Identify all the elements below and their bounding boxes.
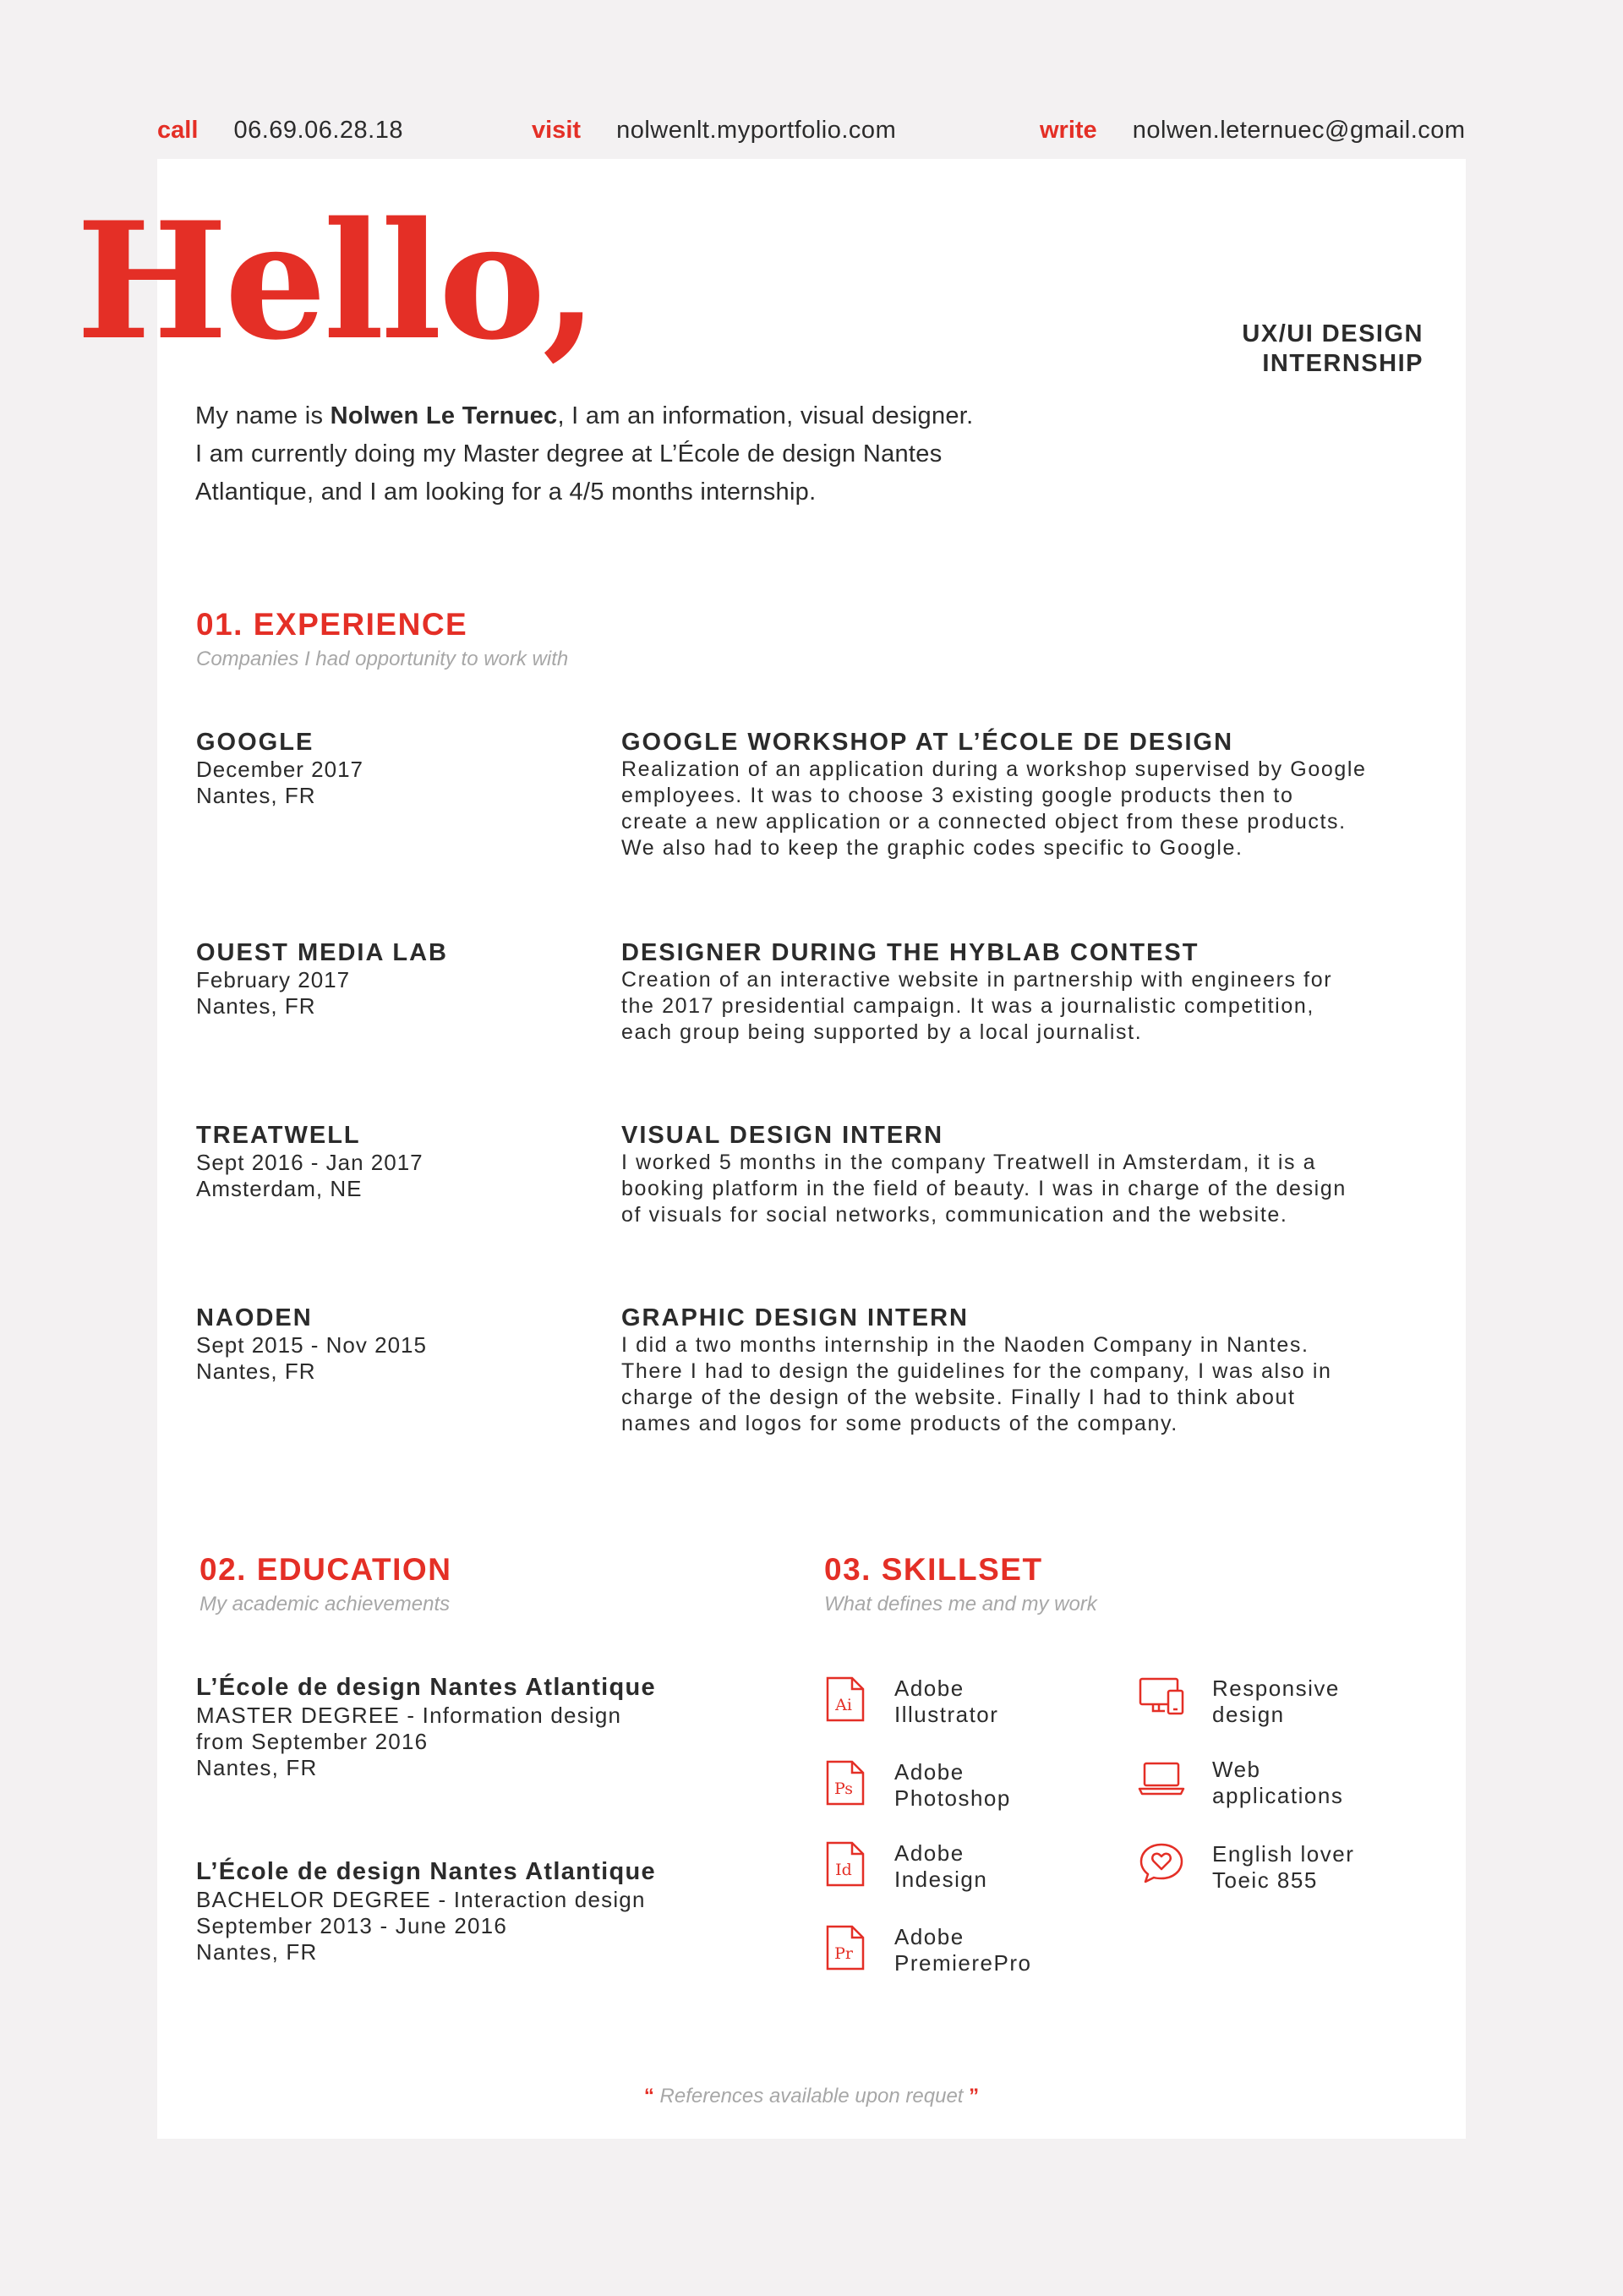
photoshop-file-icon <box>825 1759 866 1807</box>
role-line-2: INTERNSHIP <box>1262 350 1424 377</box>
skill-label <box>1212 1676 1340 1728</box>
job-title: GRAPHIC DESIGN INTERN <box>621 1304 969 1331</box>
file-abbr: Ps <box>833 1779 854 1798</box>
file-abbr: Pr <box>834 1944 853 1963</box>
skill-label <box>1212 1841 1354 1894</box>
file-abbr: Id <box>835 1861 852 1879</box>
period: September 2013 - June 2016 <box>196 1913 507 1938</box>
degree: BACHELOR DEGREE - Interaction design <box>196 1887 646 1912</box>
contact-call <box>157 117 403 145</box>
job-info <box>196 1121 585 1202</box>
intro-suffix: , I am an information, visual designer. <box>557 402 974 429</box>
skill-label <box>894 1924 1031 1976</box>
place: Nantes, FR <box>196 1755 318 1780</box>
experience-title: 01. EXPERIENCE <box>196 607 468 642</box>
desc-line: Realization of an application during a workshop supervised by Google <box>621 757 1367 781</box>
experience-subtitle: Companies I had opportunity to work with <box>196 648 569 670</box>
email-link[interactable]: nolwen.leternuec@gmail.com <box>1132 117 1466 144</box>
skill-line-1: Responsive <box>1212 1676 1340 1701</box>
job-details <box>621 938 1433 1046</box>
phone-number[interactable]: 06.69.06.28.18 <box>233 117 403 144</box>
company-name: NAODEN <box>196 1304 313 1331</box>
skill-line-1: Adobe <box>894 1759 965 1785</box>
job-date: December 2017 <box>196 757 363 782</box>
period: from September 2016 <box>196 1729 429 1754</box>
premiere-file-icon <box>825 1924 866 1971</box>
company-name: OUEST MEDIA LAB <box>196 939 448 966</box>
skill-web-applications <box>1138 1757 1343 1809</box>
write-label: write <box>1040 117 1097 144</box>
skill-label <box>894 1759 1011 1812</box>
degree: MASTER DEGREE - Information design <box>196 1703 622 1728</box>
job-place: Nantes, FR <box>196 1358 316 1384</box>
skill-line-1: Adobe <box>894 1924 965 1949</box>
desc-line: of visuals for social networks, communication and the website. <box>621 1203 1288 1227</box>
intro-line-3: Atlantique, and I am looking for a 4/5 months internship. <box>195 478 817 506</box>
indesign-file-icon <box>825 1840 866 1888</box>
job-info <box>196 1304 585 1385</box>
job-place: Amsterdam, NE <box>196 1176 363 1201</box>
job-title: VISUAL DESIGN INTERN <box>621 1122 944 1149</box>
skill-indesign <box>825 1840 987 1893</box>
file-abbr: Ai <box>835 1696 852 1714</box>
desc-line: each group being supported by a local journalist. <box>621 1020 1143 1044</box>
portfolio-link[interactable]: nolwenlt.myportfolio.com <box>616 117 897 144</box>
intro-line-2: I am currently doing my Master degree at L’École de design Nantes <box>195 440 943 467</box>
job-details <box>621 1304 1433 1437</box>
job-description <box>621 1332 1433 1437</box>
intro-paragraph <box>195 397 1024 511</box>
skill-line-2: Toeic 855 <box>1212 1867 1318 1893</box>
desc-line: employees. It was to choose 3 existing google products then to <box>621 784 1294 807</box>
contact-write <box>1040 117 1466 145</box>
skill-line-2: Illustrator <box>894 1702 999 1727</box>
skill-line-1: Web <box>1212 1757 1261 1782</box>
role-line-1: UX/UI DESIGN <box>1242 320 1424 347</box>
desc-line: booking platform in the field of beauty. I was in charge of the design <box>621 1177 1347 1200</box>
school-name: L’École de design Nantes Atlantique <box>196 1674 656 1701</box>
job-info <box>196 728 585 809</box>
desc-line: charge of the design of the website. Finally I had to think about <box>621 1386 1296 1409</box>
skill-line-2: applications <box>1212 1783 1344 1808</box>
skill-premiere <box>825 1924 1031 1976</box>
close-quote: ” <box>969 2085 980 2107</box>
intro-name: Nolwen Le Ternuec <box>330 402 558 429</box>
open-quote: “ <box>643 2085 654 2107</box>
skill-photoshop <box>825 1759 1011 1812</box>
company-name: TREATWELL <box>196 1122 361 1149</box>
company-name: GOOGLE <box>196 729 314 756</box>
job-place: Nantes, FR <box>196 993 316 1019</box>
job-description <box>621 757 1433 861</box>
desc-line: I did a two months internship in the Naoden Company in Nantes. <box>621 1333 1309 1357</box>
job-date: February 2017 <box>196 967 351 992</box>
skill-line-1: Adobe <box>894 1676 965 1701</box>
job-description <box>621 967 1433 1046</box>
education-subtitle: My academic achievements <box>199 1593 451 1615</box>
responsive-devices-icon <box>1138 1676 1185 1716</box>
contact-visit <box>532 117 896 145</box>
desc-line: create a new application or a connected object from these products. <box>621 810 1347 834</box>
visit-label: visit <box>532 117 582 144</box>
skill-responsive-design <box>1138 1676 1340 1728</box>
job-title: GOOGLE WORKSHOP AT L’ÉCOLE DE DESIGN <box>621 729 1234 756</box>
desc-line: the 2017 presidential campaign. It was a journalistic competition, <box>621 994 1314 1018</box>
desc-line: names and logos for some products of the company. <box>621 1412 1178 1435</box>
job-place: Nantes, FR <box>196 783 316 808</box>
references-note <box>0 2085 1623 2108</box>
job-info <box>196 938 585 1020</box>
intro-line-1 <box>195 397 1024 435</box>
desc-line: I worked 5 months in the company Treatwell in Amsterdam, it is a <box>621 1151 1317 1174</box>
skillset-subtitle: What defines me and my work <box>824 1593 1097 1615</box>
skill-line-2: Indesign <box>894 1867 988 1892</box>
intro-prefix: My name is <box>195 402 331 429</box>
illustrator-file-icon <box>825 1676 866 1723</box>
education-title: 02. EDUCATION <box>199 1552 452 1587</box>
desc-line: We also had to keep the graphic codes specific to Google. <box>621 836 1243 860</box>
skill-label <box>894 1840 987 1893</box>
skill-line-2: PremierePro <box>894 1950 1032 1976</box>
desc-line: There I had to design the guidelines for the company, I was also in <box>621 1359 1332 1383</box>
skill-label <box>894 1676 998 1728</box>
education-entry-bachelor <box>196 1856 788 1965</box>
role-title <box>1153 320 1424 379</box>
education-entry-master <box>196 1672 788 1781</box>
skillset-title: 03. SKILLSET <box>824 1552 1043 1587</box>
heart-speech-bubble-icon <box>1138 1841 1185 1885</box>
skill-illustrator <box>825 1676 998 1728</box>
job-date: Sept 2015 - Nov 2015 <box>196 1332 427 1358</box>
hello-heading: Hello, <box>76 187 595 375</box>
desc-line: Creation of an interactive website in partnership with engineers for <box>621 968 1333 992</box>
place: Nantes, FR <box>196 1939 318 1965</box>
references-text: References available upon requet <box>653 2085 970 2107</box>
school-name: L’École de design Nantes Atlantique <box>196 1858 656 1885</box>
laptop-icon <box>1138 1757 1185 1797</box>
skill-label <box>1212 1757 1343 1809</box>
skill-line-2: Photoshop <box>894 1785 1011 1811</box>
skill-line-1: Adobe <box>894 1840 965 1866</box>
job-description <box>621 1150 1433 1228</box>
call-label: call <box>157 117 199 144</box>
job-date: Sept 2016 - Jan 2017 <box>196 1150 424 1175</box>
skill-line-2: design <box>1212 1702 1285 1727</box>
skill-line-1: English lover <box>1212 1841 1355 1867</box>
job-details <box>621 728 1433 861</box>
skill-english <box>1138 1841 1354 1894</box>
job-title: DESIGNER DURING THE HYBLAB CONTEST <box>621 939 1199 966</box>
job-details <box>621 1121 1433 1228</box>
